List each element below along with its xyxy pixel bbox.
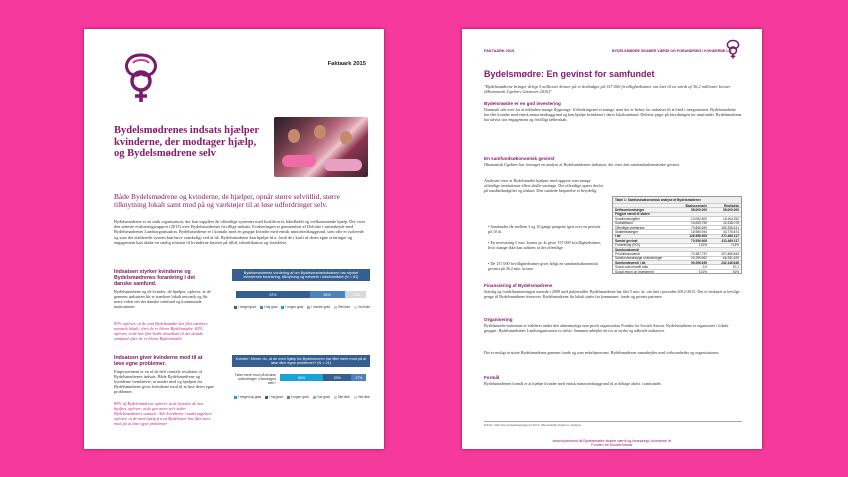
section-text: Danmark står over for at inkludere mange flygtninge. Udfordringerne er mange, men der er behov for indsatser til at bistå i integrationen. Bydelsmødrene har fået kvinder med etnisk minoritetsbaggrund og kan hjælpe kvinderne i deres lokalsamfund. Deloitte peger på betydningen for samfundet. Bydelsmødrene har udvist stor engagement og frivilligt fællesskab. [484,107,742,122]
list-item-text: Samfundet får mellem 3 og 10 gange pengene igen over en periode på 10 år. [488,224,601,234]
bar-segment: 50% [280,374,323,381]
fact-sheet-label: Faktaark 2015 [327,61,366,67]
bydelsmodre-logo-icon [724,39,742,59]
section-text: Bydelsmødrene og de kvinder, de hjælper, oplever, at de gennem indsatsen får et stærkere lokalt netværk og får mere viden om det danske samfund og kommunale institutioner. [114,289,211,309]
section-quote: 83% oplever, at de som Bydelsmødre har fået stærkere netværk lokalt, efter de er blevet Bydelsmødre. 82% oplever, at de har fået bedre kendskab til det danske samfund efter de er blevet Bydelsmødre. [114,321,208,341]
header-tagline: BYDELSMØDRE SKABER VÆRDI OG FORANDRING I KVINDERNE LIV [612,49,732,53]
legend-swatch [354,396,357,399]
table-row [613,234,741,238]
table-cell: 713% [730,243,739,248]
table-row [613,207,741,211]
section-text: Bydelsmødre-indsatsen er etableret under den almennyttige non-profit organisation Fonden for Socialt Ansvar. Bydelsmødrene er organiseret i lokale grupper. Bydelsmødrenes Landsorganisation er stiftet. Sammen arbejder de for at styrke og udbrede indsatsen. [484,323,729,333]
table-caption: Tabel 1: Samfundsøkonomisk analyse af Bydelsmødrene [613,197,741,203]
table-cell: 471.469.117 [721,234,739,239]
body-paragraph: Bydelsmødrene er en unik organisation, der kan supplere de offentlige systemer med kvalificeret, håndholdt og vedkommende hjælp. Det viser den seneste evalueringsrapport (2015) over Bydelsmødrenes frivillige indsats. Evalueringen er gennemført af Deloitte i samarbejde med Bydelsmødrenes Landsorganisation. Bydelsmødrene er i kontakt med en gruppe kvinder med etnisk minoritetsbaggrund, som ofte er isolerede og som det etablerede system kan have vanskeligt ved at nå. Bydelsmødrene kan hjælpe bl.a. fordi de i kraft af deres egne erfaringer og engagement kan skabe en særlig relation til kvinderne baseret på tillid, identifikation og forståelse. [114,219,366,245]
section-text: Analysen viser at Bydelsmødre hjælper med opgaver som mange offentlige institutioner ellers skulle varetage. Det offentlige sparer derfor på sundhedsudgifter og tilskud. Den samlede besparelse er betydelig. [484,178,604,193]
table-cell: Driftsomkostninger [615,208,645,213]
bar-segment: 57% [236,291,310,298]
chart-title: Kvinder: Mener du, at du med hjælp fra Bydelsmoren har fået mere mod på at løse dine egne problemer? (N = 21) [232,355,370,367]
footer-line: www.bydelsmor.dk Bydelsmødre skaber værdi og forandring i kvinderne liv [552,439,672,443]
chart-courage [232,355,370,367]
legend-item: I meget høj grad [234,395,261,399]
fact-sheet-page-1 [84,29,384,449]
table-cell: Sundhedsudgifter [615,216,640,221]
list-item: • Samfundet får mellem 3 og 10 gange pengene igen over en periode på 10 år. [488,224,601,234]
section-text: Det er muligt at støtte Bydelsmødrene gennem fonde og som enkeltpersoner. Bydelsmødrene samarbejder med virksomheder og organisationer. [484,350,720,355]
table-row [613,216,741,220]
chart-legend [234,395,370,399]
chart-title: Bydelsmødrenes vurdering af om Bydelsmødreindsatsen har styrket kvindernes forankring, tilknytning og netværk i lokalområdet (N = 81) [232,269,370,281]
stacked-bar [236,291,366,298]
section-text: Økonomisk Ugebrev har foretaget en analyse af Bydelsmødrenes indsatser, der viser den samfundsøkonomiske gevinst. [484,162,680,167]
table-row [613,229,741,233]
bar-segment: 15% [346,291,366,298]
table-cell: Samlet gevinst [615,238,638,243]
table-cell: Socialtilskud [615,221,633,226]
table-cell: 122% [698,243,707,248]
table-cell: 128.556.909 [689,234,707,239]
legend-swatch [265,396,268,399]
section-quote: 89% af Bydelsmødrene oplever at de kvinder de har hjulpet, oplever, at de gør mere selv siden Bydelsmødrenes samtale. Alle kvinderne i undersøgelsen oplever, at de med hjælp fra en Bydelsmor har fået mere mod på at løse egne problemer [114,401,212,426]
legend-item: Slet ikke [334,305,350,309]
page-footer [462,439,762,447]
table-header: Basisscenarie [685,203,707,208]
legend-swatch [287,396,290,399]
table-cell: 20.296.962 [691,256,707,261]
table-cell: 43.776.674 [723,230,739,235]
list-item: • De 157.000 frivillighedstimer giver årligt en samfundsøkonomisk gevinst på 36,2 mio. kroner. [488,261,599,271]
table-cell: Samfundsværdi i alt [615,260,646,265]
legend-item: Ved ikke [354,395,370,399]
page-title: Bydelsmødre: En gevinst for samfundet [484,69,655,79]
table-cell: 70.387.737 [691,252,707,256]
legend-item: I nogen grad [281,305,303,309]
section-text: Bydelsmødrenes formål er at hjælpe kvinder med etnisk minoritetsbaggrund til at deltage aktivt i samfundet. [484,381,662,386]
table-cell: Produktionsværdi [615,252,640,256]
table-cell: 18.980.944 [691,230,707,235]
page-title: Bydelsmødrenes indsats hjælper kvinderne, der modtager hjælp, og Bydelsmødrene selv [114,125,259,159]
section-text: Statslig og fondsfinansieringen startede i 2008 med puljemidler. Bydelsmødrene har fået 5 mio. kr. om året i perioden 2012-2015. Det er besluttet at bevilge penge til Bydelsmødrene fremover. Bydelsmødrene får lokalt støtte fra kommuner, fonde og private partnere. [484,289,740,299]
section-heading: En samfundsøkonomisk gevinst [484,156,555,161]
legend-swatch [260,306,263,309]
legend-item: Slet ikke [334,395,350,399]
table-cell: 207.865.643 [721,252,739,256]
chart-network [232,269,370,281]
table-cell: 189.358.431 [721,225,739,230]
intro-quote: "Bydelsmødrene bringer årligt 5 millioner kroner på et årsbudget på 157.000 frivillighedstimer om året til en værdi af 36,2 millioner kroner (Økonomisk Ugebrev Gæsteart 2016)" [484,84,731,95]
table-cell: 90.296.639 [691,260,707,265]
legend-item: Ved ikke [354,305,370,309]
section-heading: Indsatsen styrker kvinderne og Bydelsmødrenes forankring i det danske samfund. [114,269,196,287]
table-cell: 58.000.000 [723,208,739,213]
legend-swatch [307,306,310,309]
table-cell: Social return on investment [615,269,654,274]
table-cell: 16.655.796 [691,221,707,226]
table-cell: 79.866.699 [691,225,707,230]
photo-face [288,129,300,143]
lead-paragraph: Både Bydelsmødrene og kvinderne, de hjælper, opnår større selvtillid, større tilknytning lokalt samt mod på og værktøjer til at løse udfordringer selv. [114,192,340,210]
legend-item: I mindre grad [307,305,330,309]
table-cell: Samfundsmæssige omkostninger [615,256,663,261]
table-cell: 13.052.800 [691,216,707,221]
list-item-text: De 157.000 frivillighedstimer giver årligt en samfundsøkonomisk gevinst på 36,2 mio. kroner. [488,261,599,271]
photo-face [340,131,352,145]
table-cell: 18.164.252 [723,216,739,221]
table-cell: Skattebetalinger [615,230,639,235]
photo-scarf [324,159,362,171]
section-heading: Organisering [484,317,513,322]
table-cell: Samfundsværdi [615,247,640,252]
table-row [613,269,741,273]
legend-swatch [313,396,316,399]
table-cell: 91% [732,269,739,274]
legend-swatch [334,396,337,399]
stacked-bar [280,374,366,381]
table-row [613,238,741,242]
section-heading: Formål [484,375,500,380]
legend-item: I høj grad [260,305,277,309]
table-cell: 242.146.646 [721,260,739,265]
bar-segment: 17% [351,374,366,381]
section-heading: Indsatsen giver kvinderne mod til at løse egne problemer. [114,355,203,367]
bydelsmodre-logo-icon [118,51,164,103]
section-heading: Finansiering af Bydelsmødrene [484,283,553,288]
table-header: Realistisk [724,203,739,208]
legend-swatch [354,306,357,309]
table-cell: 10,1 [732,265,739,270]
women-photo [274,117,368,177]
table-row [613,225,741,229]
table-cell: Forrentning (ROI) [615,243,640,248]
bar-segment: 33% [323,374,351,381]
photo-scarf [282,155,316,167]
table-cell: I alt [615,234,621,239]
chart-legend [234,305,370,309]
legend-item: I nogen grad [287,395,309,399]
legend-swatch [234,396,237,399]
table-cell: 70.556.909 [691,238,707,243]
bar-segment: 26% [310,291,344,298]
list-item: • En investering 5 mio. kroner pr. år giver 157.000 frivillighedstimer, hvor mange ikke kan udføres af det offentlige. [488,240,602,250]
header-label: FAKTAARK 2015 [484,49,515,53]
legend-swatch [234,306,237,309]
economics-table [612,196,742,274]
footer-line: Fonden for Socialt Ansvar [591,443,633,448]
table-row [613,243,741,247]
table-cell: 2,0 [702,265,707,270]
table-cell: Social cost-benefit ratio [615,265,649,270]
table-row [613,256,741,260]
fact-sheet-page-2 [462,29,762,449]
table-row [613,251,741,255]
legend-item: I meget grad [234,305,256,309]
table-cell: 40.338.078 [723,221,739,226]
legend-item: I høj grad [265,395,282,399]
footnote: Kilder: Deloitte evalueringsrapport 2015; Økonomisk Ugebrev analyse. [484,421,742,427]
list-item-text: En investering 5 mio. kroner pr. år giver 157.000 frivillighedstimer, hvor mange ikke kan udføres af det offentlige. [488,240,602,250]
table-cell: 101% [698,269,707,274]
legend-swatch [281,306,284,309]
table-row [613,260,741,264]
section-heading: Bydelsmødre er en god investering [484,101,561,106]
table-cell: Offentlige overførsler [615,225,645,230]
table-row [613,221,741,225]
chart-category-label: Føler mere mod på at løse udfordringer i hverdagen selv? [234,373,276,385]
table-cell: 66.281.625 [723,256,739,261]
legend-item: I lav grad [313,395,330,399]
table-cell: Frigjort værdi til staten [615,212,650,217]
table-cell: 413.469.117 [721,238,739,243]
table-cell: 58.000.000 [691,208,707,213]
section-text: Empowerment er en af de helt centrale resultater af Bydelsmødrenes indsats. Både Bydelsmødrene og kvinderne fremhæver, at mødet med og hjælpen fra Bydelsmødrene giver kvinderne mod til at løse deres egne problemer. [114,369,214,394]
legend-swatch [334,306,337,309]
photo-face [314,125,326,139]
table-row [613,264,741,268]
